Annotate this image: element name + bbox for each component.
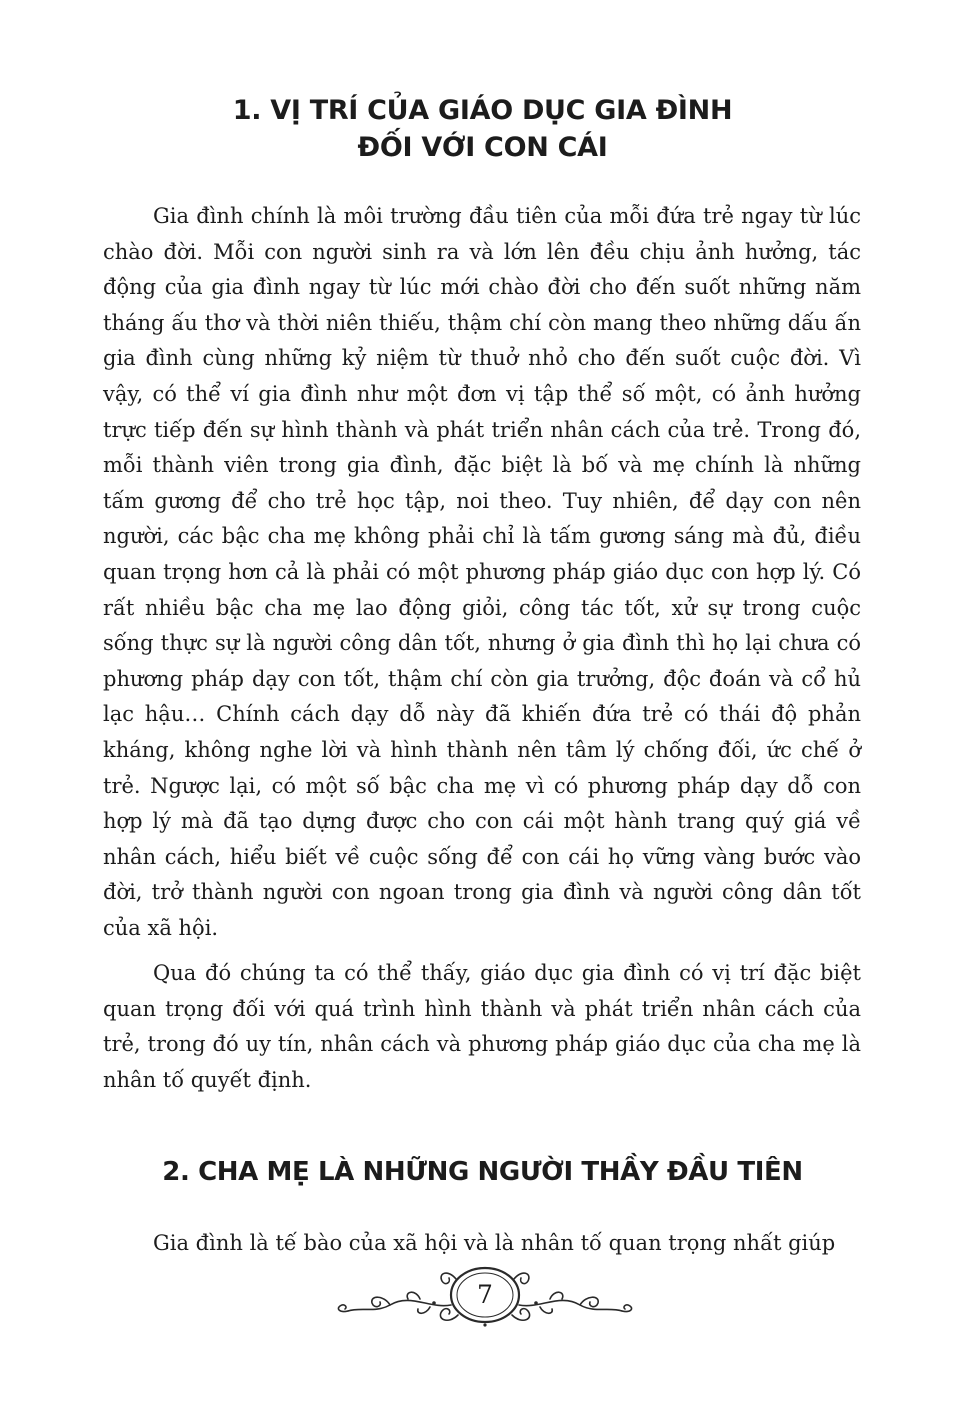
section-1-heading-line-1: 1. VỊ TRÍ CỦA GIÁO DỤC GIA ĐÌNH bbox=[232, 95, 733, 126]
section-1-paragraph-1: Gia đình chính là môi trường đầu tiên của mỗi đứa trẻ ngay từ lúc chào đời. Mỗi con người sinh ra và lớn lên đều chịu ảnh hưởng, tác động của gia đình ngay từ lúc mới chào đời cho đến suốt những năm tháng ấu thơ và thời niên thiếu, thậm chí còn mang theo những dấu ấn gia đình cùng những kỷ niệm từ thuở nhỏ cho đến suốt cuộc đời. Vì vậy, có thể ví gia đình như một đơn vị tập thể số một, có ảnh hưởng trực tiếp đến sự hình thành và phát triển nhân cách của trẻ. Trong đó, mỗi thành viên trong gia đình, đặc biệt là bố và mẹ chính là những tấm gương để cho trẻ học tập, noi theo. Tuy nhiên, để dạy con nên người, các bậc cha mẹ không phải chỉ là tấm gương sáng mà đủ, điều quan trọng hơn cả là phải có một phương pháp giáo dục con hợp lý. Có rất nhiều bậc cha mẹ lao động giỏi, công tác tốt, xử sự trong cuộc sống thực sự là người công dân tốt, nhưng ở gia đình thì họ lại chưa có phương pháp dạy con tốt, thậm chí còn gia trưởng, độc đoán và cổ hủ lạc hậu… Chính cách dạy dỗ này đã khiến đứa trẻ có thái độ phản kháng, không nghe lời và hình thành nên tâm lý chống đối, ức chế ở trẻ. Ngược lại, có một số bậc cha mẹ vì có phương pháp dạy dỗ con hợp lý mà đã tạo dựng được cho con cái một hành trang quý giá về nhân cách, hiểu biết về cuộc sống để con cái họ vững vàng bước vào đời, trở thành người con ngoan trong gia đình và người công dân tốt của xã hội. bbox=[103, 204, 861, 940]
section-1-heading bbox=[0, 92, 965, 166]
page-number: 7 bbox=[477, 1280, 493, 1309]
section-2-paragraph-1: Gia đình là tế bào của xã hội và là nhân tố quan trọng nhất giúp bbox=[153, 1231, 836, 1255]
section-2-heading: 2. CHA MẸ LÀ NHỮNG NGƯỜI THẦY ĐẦU TIÊN bbox=[162, 1157, 803, 1187]
page-footer bbox=[330, 1265, 640, 1345]
section-1-heading-line-2: ĐỐI VỚI CON CÁI bbox=[357, 132, 608, 163]
section-1-paragraph-2: Qua đó chúng ta có thể thấy, giáo dục gia đình có vị trí đặc biệt quan trọng đối với quá trình hình thành và phát triển nhân cách của trẻ, trong đó uy tín, nhân cách và phương pháp giáo dục của cha mẹ là nhân tố quyết định. bbox=[103, 961, 861, 1092]
